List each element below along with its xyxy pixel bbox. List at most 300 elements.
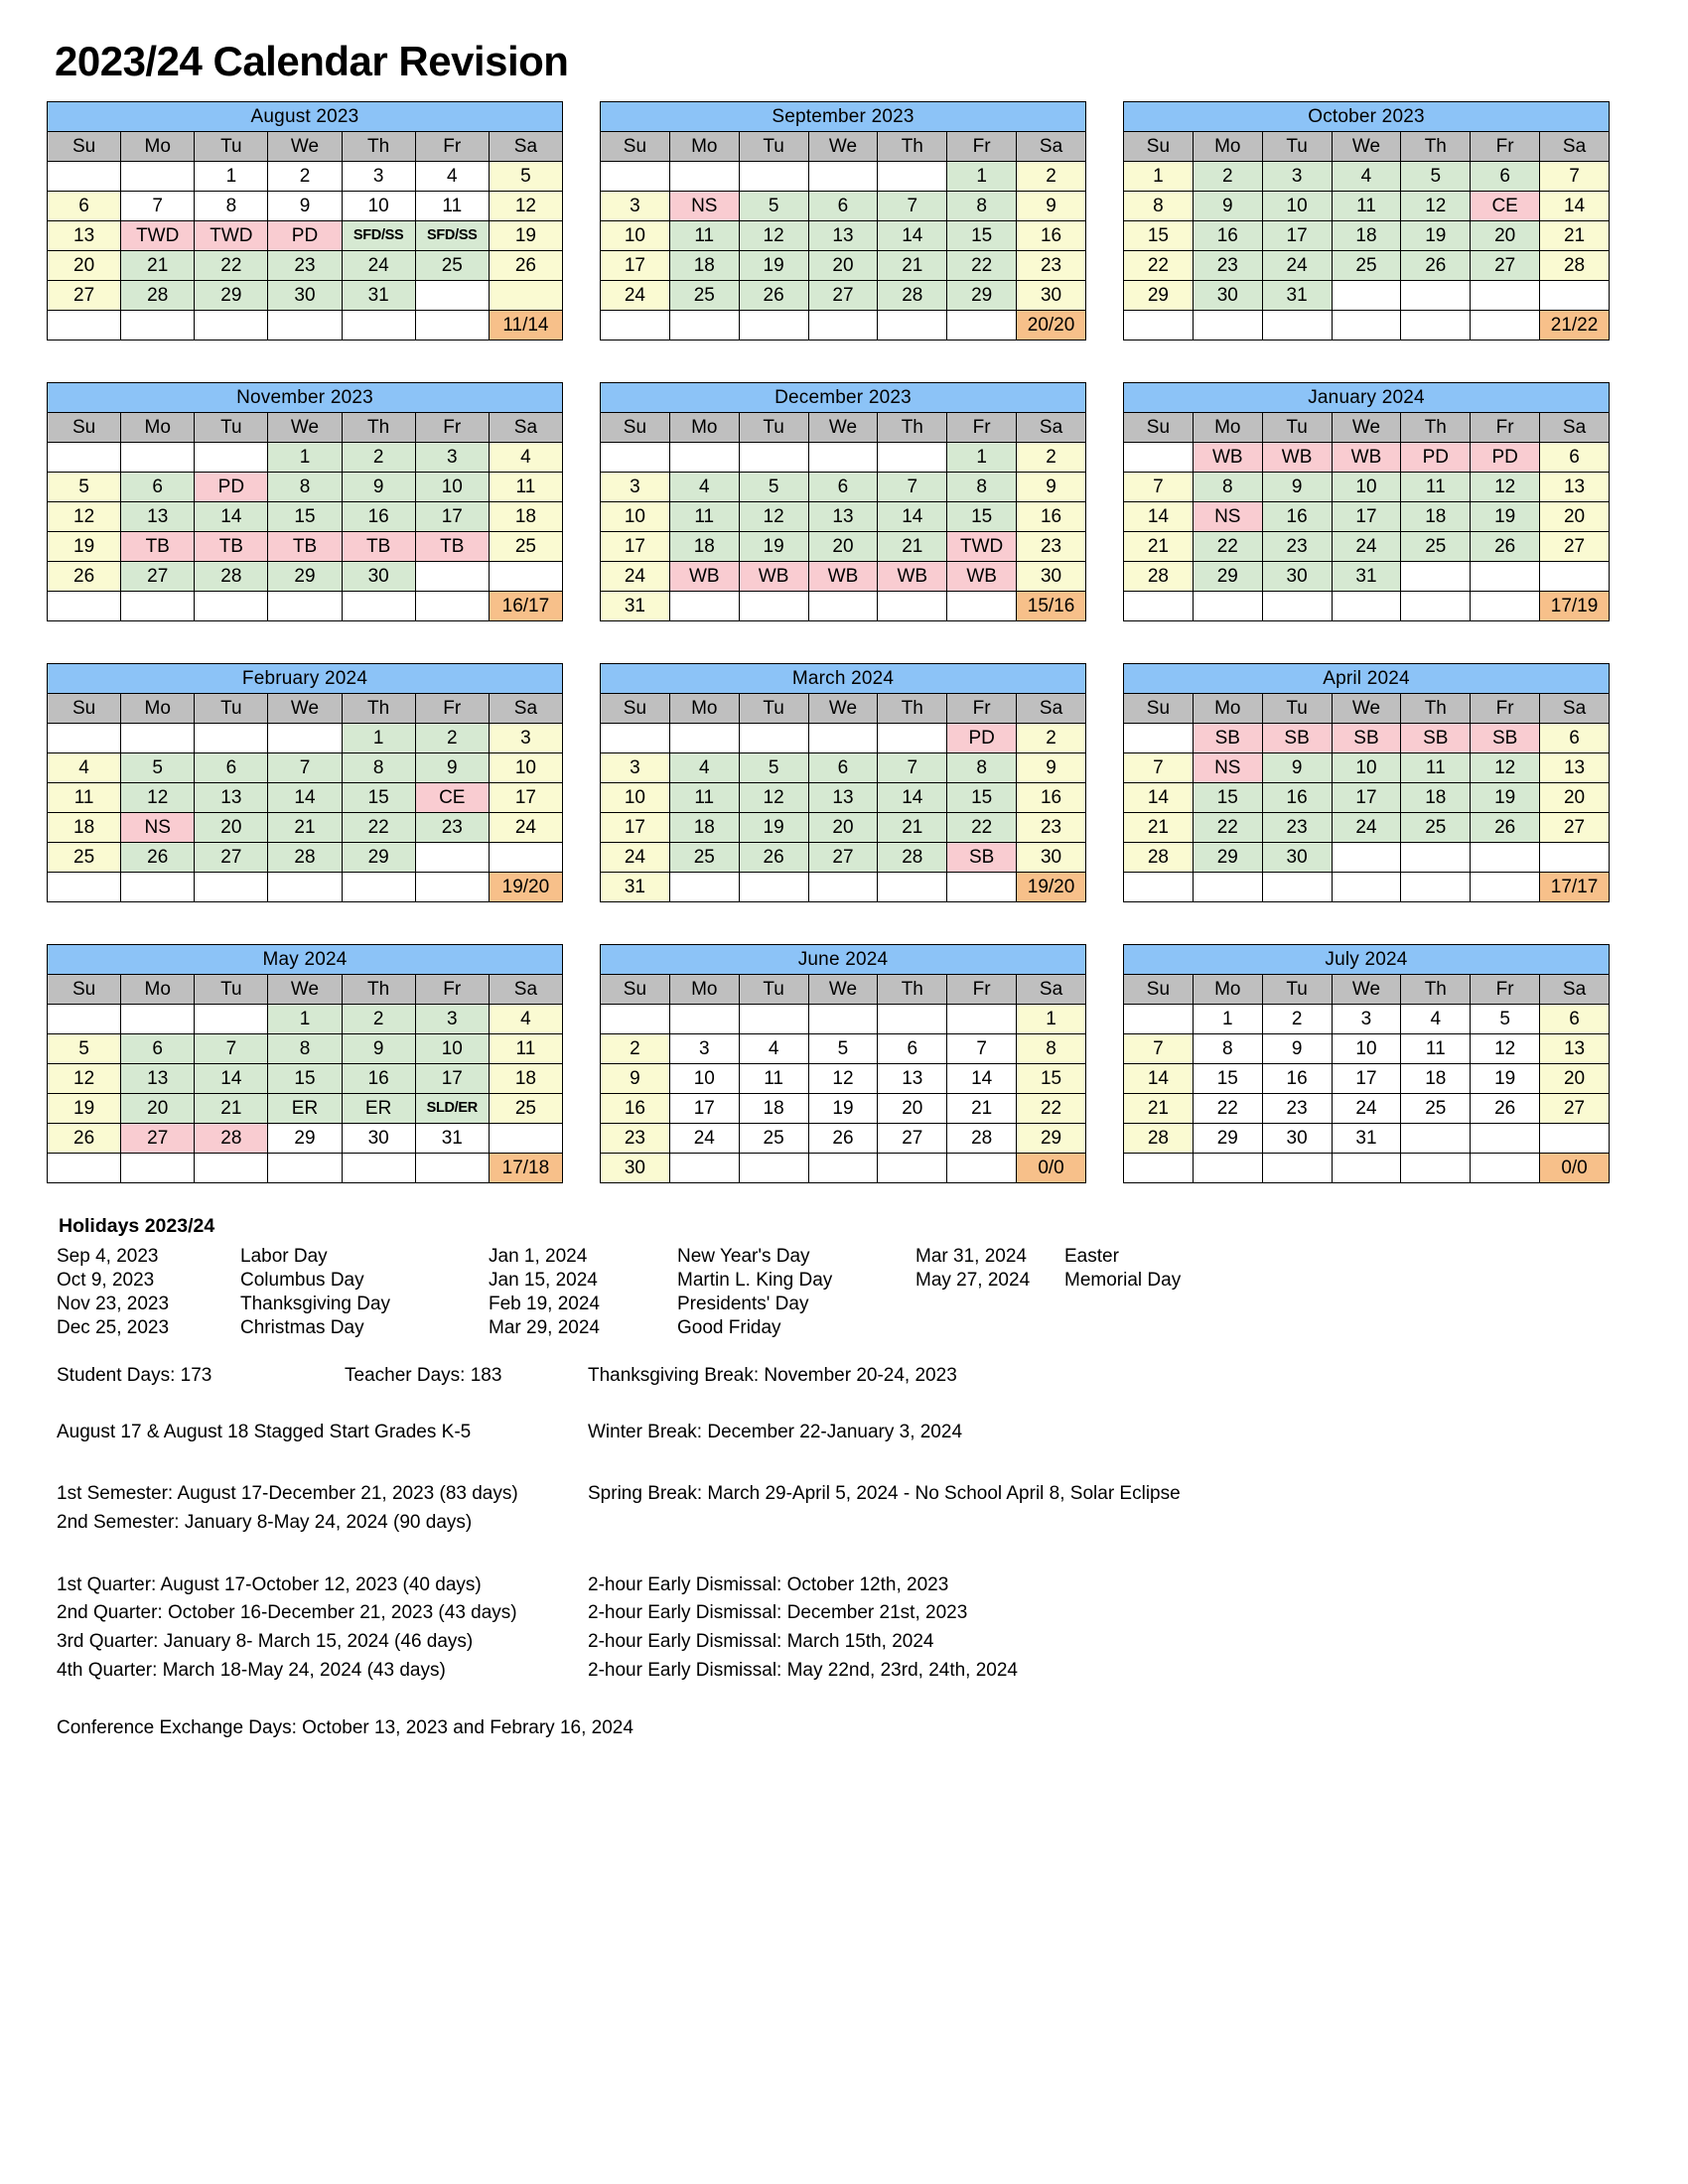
day-cell[interactable]: SB <box>947 843 1017 873</box>
day-cell[interactable]: 24 <box>601 843 670 873</box>
day-cell[interactable]: WB <box>1262 443 1332 473</box>
day-cell[interactable]: 5 <box>739 192 808 221</box>
day-cell[interactable]: 30 <box>1193 281 1262 311</box>
day-cell[interactable]: 10 <box>415 473 489 502</box>
day-cell[interactable]: 23 <box>1017 251 1086 281</box>
day-cell[interactable]: 25 <box>48 843 121 873</box>
day-cell[interactable]: 18 <box>739 1094 808 1124</box>
day-cell[interactable]: 29 <box>1193 562 1262 592</box>
day-cell[interactable]: 27 <box>808 281 878 311</box>
day-cell[interactable]: 29 <box>1124 281 1194 311</box>
day-cell[interactable]: PD <box>1401 443 1471 473</box>
day-cell[interactable]: 7 <box>947 1034 1017 1064</box>
day-cell[interactable]: 4 <box>1401 1005 1471 1034</box>
day-cell[interactable]: 9 <box>342 1034 415 1064</box>
day-cell[interactable]: 28 <box>1124 1124 1194 1154</box>
day-cell[interactable]: 22 <box>947 251 1017 281</box>
day-cell[interactable]: 21 <box>878 251 947 281</box>
day-cell[interactable]: 9 <box>342 473 415 502</box>
day-cell[interactable]: 5 <box>1401 162 1471 192</box>
day-cell[interactable]: SB <box>1262 724 1332 753</box>
day-cell[interactable]: 12 <box>1471 473 1540 502</box>
day-cell[interactable]: 9 <box>1193 192 1262 221</box>
day-cell[interactable]: 31 <box>1332 562 1401 592</box>
day-cell[interactable]: 21 <box>947 1094 1017 1124</box>
day-cell[interactable]: 23 <box>601 1124 670 1154</box>
day-cell[interactable]: 16 <box>342 502 415 532</box>
day-cell[interactable]: 3 <box>415 1005 489 1034</box>
day-cell[interactable]: 13 <box>808 502 878 532</box>
day-cell[interactable]: 9 <box>1017 753 1086 783</box>
day-cell[interactable]: 3 <box>1332 1005 1401 1034</box>
day-cell[interactable]: 23 <box>1262 532 1332 562</box>
day-cell[interactable]: 28 <box>1540 251 1610 281</box>
day-cell[interactable]: 26 <box>1471 813 1540 843</box>
day-cell[interactable]: 2 <box>342 1005 415 1034</box>
day-cell[interactable]: 13 <box>1540 753 1610 783</box>
day-cell[interactable]: 11 <box>739 1064 808 1094</box>
day-cell[interactable]: 17 <box>601 813 670 843</box>
day-cell[interactable]: 3 <box>1262 162 1332 192</box>
day-cell[interactable]: 5 <box>121 753 195 783</box>
day-cell[interactable]: 26 <box>1471 532 1540 562</box>
day-cell[interactable]: 10 <box>1332 473 1401 502</box>
day-cell[interactable]: 8 <box>1017 1034 1086 1064</box>
month-total-badge[interactable]: 0/0 <box>1017 1154 1086 1183</box>
day-cell[interactable]: 13 <box>1540 1034 1610 1064</box>
day-cell[interactable]: 6 <box>1540 443 1610 473</box>
day-cell[interactable]: 27 <box>878 1124 947 1154</box>
day-cell[interactable]: NS <box>669 192 739 221</box>
day-cell[interactable]: 29 <box>195 281 268 311</box>
day-cell[interactable]: 5 <box>489 162 562 192</box>
day-cell[interactable]: 17 <box>1332 502 1401 532</box>
day-cell[interactable]: 2 <box>1262 1005 1332 1034</box>
day-cell[interactable]: 8 <box>1193 473 1262 502</box>
day-cell[interactable]: WB <box>808 562 878 592</box>
day-cell[interactable]: 3 <box>669 1034 739 1064</box>
day-cell[interactable]: 23 <box>1193 251 1262 281</box>
day-cell[interactable]: 19 <box>808 1094 878 1124</box>
day-cell[interactable]: 17 <box>1262 221 1332 251</box>
day-cell[interactable]: 27 <box>808 843 878 873</box>
day-cell[interactable]: 14 <box>878 502 947 532</box>
month-total-badge[interactable]: 19/20 <box>1017 873 1086 902</box>
day-cell[interactable]: 9 <box>415 753 489 783</box>
day-cell[interactable]: WB <box>878 562 947 592</box>
day-cell[interactable]: 7 <box>878 473 947 502</box>
day-cell[interactable]: 14 <box>268 783 342 813</box>
day-cell[interactable]: 27 <box>195 843 268 873</box>
day-cell[interactable]: PD <box>1471 443 1540 473</box>
day-cell[interactable]: 27 <box>121 1124 195 1154</box>
day-cell[interactable]: SB <box>1193 724 1262 753</box>
day-cell[interactable]: 12 <box>1471 1034 1540 1064</box>
day-cell[interactable]: 1 <box>1193 1005 1262 1034</box>
day-cell[interactable]: 6 <box>48 192 121 221</box>
day-cell[interactable]: 12 <box>121 783 195 813</box>
day-cell[interactable]: 15 <box>268 1064 342 1094</box>
day-cell[interactable]: 1 <box>947 443 1017 473</box>
day-cell[interactable]: TWD <box>195 221 268 251</box>
day-cell[interactable]: 5 <box>739 753 808 783</box>
day-cell[interactable]: 24 <box>342 251 415 281</box>
day-cell[interactable]: 19 <box>489 221 562 251</box>
day-cell[interactable]: 31 <box>601 873 670 902</box>
day-cell[interactable]: 8 <box>342 753 415 783</box>
day-cell[interactable]: 25 <box>415 251 489 281</box>
day-cell[interactable]: 14 <box>947 1064 1017 1094</box>
day-cell[interactable]: 7 <box>121 192 195 221</box>
day-cell[interactable]: NS <box>121 813 195 843</box>
day-cell[interactable]: 16 <box>1017 221 1086 251</box>
day-cell[interactable]: 26 <box>808 1124 878 1154</box>
day-cell[interactable]: 14 <box>1540 192 1610 221</box>
day-cell[interactable]: 26 <box>1401 251 1471 281</box>
day-cell[interactable]: 14 <box>195 1064 268 1094</box>
day-cell[interactable]: 13 <box>1540 473 1610 502</box>
day-cell[interactable]: 30 <box>1017 843 1086 873</box>
day-cell[interactable]: 30 <box>268 281 342 311</box>
day-cell[interactable]: 17 <box>1332 1064 1401 1094</box>
day-cell[interactable]: 22 <box>1193 813 1262 843</box>
day-cell[interactable]: 23 <box>415 813 489 843</box>
day-cell[interactable]: 21 <box>121 251 195 281</box>
day-cell[interactable]: 16 <box>1262 783 1332 813</box>
day-cell[interactable]: 28 <box>195 1124 268 1154</box>
day-cell[interactable]: SB <box>1401 724 1471 753</box>
day-cell[interactable]: 10 <box>342 192 415 221</box>
day-cell[interactable]: 7 <box>1540 162 1610 192</box>
day-cell[interactable]: 12 <box>48 502 121 532</box>
day-cell[interactable]: 3 <box>489 724 562 753</box>
day-cell[interactable]: 1 <box>195 162 268 192</box>
day-cell[interactable]: 11 <box>669 502 739 532</box>
day-cell[interactable]: 22 <box>342 813 415 843</box>
day-cell[interactable]: 13 <box>808 221 878 251</box>
month-total-badge[interactable]: 17/17 <box>1540 873 1610 902</box>
day-cell[interactable]: 30 <box>1262 1124 1332 1154</box>
day-cell[interactable]: SFD/SS <box>415 221 489 251</box>
day-cell[interactable]: 28 <box>878 843 947 873</box>
day-cell[interactable]: 20 <box>121 1094 195 1124</box>
day-cell[interactable]: 18 <box>489 1064 562 1094</box>
day-cell[interactable]: 30 <box>601 1154 670 1183</box>
day-cell[interactable]: 13 <box>48 221 121 251</box>
day-cell[interactable]: 7 <box>268 753 342 783</box>
day-cell[interactable]: 24 <box>489 813 562 843</box>
day-cell[interactable]: TB <box>415 532 489 562</box>
day-cell[interactable]: 11 <box>1401 473 1471 502</box>
month-total-badge[interactable]: 17/18 <box>489 1154 562 1183</box>
day-cell[interactable]: 4 <box>669 473 739 502</box>
day-cell[interactable]: 16 <box>342 1064 415 1094</box>
day-cell[interactable]: 3 <box>415 443 489 473</box>
day-cell[interactable]: 15 <box>1124 221 1194 251</box>
day-cell[interactable]: 2 <box>1017 443 1086 473</box>
day-cell[interactable]: 14 <box>878 221 947 251</box>
day-cell[interactable]: SB <box>1471 724 1540 753</box>
day-cell[interactable]: 25 <box>739 1124 808 1154</box>
day-cell[interactable]: WB <box>1332 443 1401 473</box>
day-cell[interactable]: 2 <box>342 443 415 473</box>
day-cell[interactable]: 21 <box>1124 813 1194 843</box>
day-cell[interactable]: 14 <box>195 502 268 532</box>
day-cell[interactable]: 2 <box>268 162 342 192</box>
day-cell[interactable]: 2 <box>415 724 489 753</box>
day-cell[interactable]: 16 <box>601 1094 670 1124</box>
day-cell[interactable]: 6 <box>121 473 195 502</box>
day-cell[interactable]: 4 <box>669 753 739 783</box>
day-cell[interactable]: 15 <box>1017 1064 1086 1094</box>
day-cell[interactable]: 11 <box>489 1034 562 1064</box>
day-cell[interactable]: 6 <box>1471 162 1540 192</box>
day-cell[interactable]: WB <box>1193 443 1262 473</box>
day-cell[interactable]: 12 <box>739 783 808 813</box>
day-cell[interactable]: 12 <box>739 221 808 251</box>
day-cell[interactable]: 18 <box>669 532 739 562</box>
day-cell[interactable]: 11 <box>48 783 121 813</box>
day-cell[interactable]: 30 <box>342 562 415 592</box>
day-cell[interactable]: NS <box>1193 502 1262 532</box>
day-cell[interactable]: NS <box>1193 753 1262 783</box>
day-cell[interactable]: 12 <box>489 192 562 221</box>
day-cell[interactable]: 18 <box>669 251 739 281</box>
month-total-badge[interactable]: 0/0 <box>1540 1154 1610 1183</box>
day-cell[interactable]: 17 <box>1332 783 1401 813</box>
day-cell[interactable]: 29 <box>1193 1124 1262 1154</box>
day-cell[interactable]: 7 <box>1124 753 1194 783</box>
day-cell[interactable]: 10 <box>601 502 670 532</box>
day-cell[interactable]: 3 <box>601 473 670 502</box>
day-cell[interactable]: 11 <box>1401 753 1471 783</box>
day-cell[interactable]: 18 <box>48 813 121 843</box>
day-cell[interactable]: 18 <box>1401 1064 1471 1094</box>
day-cell[interactable]: 8 <box>947 192 1017 221</box>
day-cell[interactable]: 18 <box>1401 783 1471 813</box>
day-cell[interactable]: 6 <box>195 753 268 783</box>
day-cell[interactable]: 18 <box>669 813 739 843</box>
day-cell[interactable]: TB <box>342 532 415 562</box>
day-cell[interactable]: 20 <box>808 813 878 843</box>
day-cell[interactable]: 30 <box>342 1124 415 1154</box>
day-cell[interactable]: 19 <box>48 1094 121 1124</box>
day-cell[interactable]: 6 <box>808 473 878 502</box>
day-cell[interactable]: 20 <box>1540 502 1610 532</box>
day-cell[interactable]: 16 <box>1262 1064 1332 1094</box>
day-cell[interactable]: 30 <box>1017 281 1086 311</box>
day-cell[interactable]: 21 <box>1124 532 1194 562</box>
day-cell[interactable]: 5 <box>48 473 121 502</box>
day-cell[interactable]: 31 <box>601 592 670 621</box>
day-cell[interactable]: 27 <box>1540 813 1610 843</box>
day-cell[interactable]: 13 <box>195 783 268 813</box>
day-cell[interactable]: 28 <box>947 1124 1017 1154</box>
day-cell[interactable]: 6 <box>1540 1005 1610 1034</box>
day-cell[interactable]: 28 <box>268 843 342 873</box>
day-cell[interactable]: 25 <box>669 281 739 311</box>
day-cell[interactable]: 2 <box>1193 162 1262 192</box>
day-cell[interactable]: 22 <box>1193 1094 1262 1124</box>
day-cell[interactable]: 27 <box>121 562 195 592</box>
month-total-badge[interactable]: 19/20 <box>489 873 562 902</box>
day-cell[interactable]: 10 <box>669 1064 739 1094</box>
day-cell[interactable]: 15 <box>1193 783 1262 813</box>
day-cell[interactable]: CE <box>415 783 489 813</box>
day-cell[interactable]: 15 <box>947 221 1017 251</box>
day-cell[interactable]: 15 <box>947 783 1017 813</box>
day-cell[interactable]: 24 <box>601 281 670 311</box>
day-cell[interactable]: 25 <box>1401 813 1471 843</box>
day-cell[interactable]: 11 <box>489 473 562 502</box>
day-cell[interactable]: 24 <box>669 1124 739 1154</box>
day-cell[interactable]: 23 <box>1017 532 1086 562</box>
day-cell[interactable]: 20 <box>1540 783 1610 813</box>
day-cell[interactable]: 16 <box>1017 783 1086 813</box>
month-total-badge[interactable]: 16/17 <box>489 592 562 621</box>
day-cell[interactable]: 6 <box>121 1034 195 1064</box>
day-cell[interactable]: 28 <box>1124 843 1194 873</box>
day-cell[interactable]: 1 <box>947 162 1017 192</box>
day-cell[interactable]: 17 <box>601 251 670 281</box>
day-cell[interactable]: 20 <box>1471 221 1540 251</box>
day-cell[interactable]: 27 <box>48 281 121 311</box>
day-cell[interactable]: PD <box>195 473 268 502</box>
day-cell[interactable]: 21 <box>878 532 947 562</box>
day-cell[interactable]: 28 <box>121 281 195 311</box>
day-cell[interactable]: 9 <box>1262 473 1332 502</box>
day-cell[interactable]: SB <box>1332 724 1401 753</box>
day-cell[interactable]: PD <box>268 221 342 251</box>
day-cell[interactable]: 8 <box>195 192 268 221</box>
day-cell[interactable]: 27 <box>1540 532 1610 562</box>
day-cell[interactable]: 29 <box>947 281 1017 311</box>
day-cell[interactable]: 26 <box>121 843 195 873</box>
day-cell[interactable]: 12 <box>739 502 808 532</box>
day-cell[interactable]: 21 <box>878 813 947 843</box>
day-cell[interactable]: WB <box>739 562 808 592</box>
day-cell[interactable]: 24 <box>1332 1094 1401 1124</box>
day-cell[interactable]: 10 <box>1332 753 1401 783</box>
day-cell[interactable]: 22 <box>1124 251 1194 281</box>
day-cell[interactable]: 19 <box>1401 221 1471 251</box>
day-cell[interactable]: 6 <box>808 192 878 221</box>
day-cell[interactable]: 23 <box>1262 1094 1332 1124</box>
day-cell[interactable]: 31 <box>1332 1124 1401 1154</box>
day-cell[interactable]: 24 <box>601 562 670 592</box>
day-cell[interactable]: 9 <box>268 192 342 221</box>
day-cell[interactable]: 22 <box>195 251 268 281</box>
day-cell[interactable]: 25 <box>1332 251 1401 281</box>
day-cell[interactable]: 13 <box>121 502 195 532</box>
day-cell[interactable]: CE <box>1471 192 1540 221</box>
day-cell[interactable]: 1 <box>342 724 415 753</box>
day-cell[interactable]: 4 <box>489 1005 562 1034</box>
day-cell[interactable]: 6 <box>1540 724 1610 753</box>
day-cell[interactable]: 25 <box>1401 532 1471 562</box>
day-cell[interactable]: 4 <box>1332 162 1401 192</box>
day-cell[interactable]: 19 <box>48 532 121 562</box>
day-cell[interactable]: 8 <box>1193 1034 1262 1064</box>
day-cell[interactable]: 30 <box>1262 562 1332 592</box>
day-cell[interactable]: 9 <box>601 1064 670 1094</box>
day-cell[interactable]: 26 <box>1471 1094 1540 1124</box>
day-cell[interactable]: 26 <box>48 562 121 592</box>
day-cell[interactable]: 17 <box>415 1064 489 1094</box>
day-cell[interactable]: 8 <box>1124 192 1194 221</box>
day-cell[interactable]: 26 <box>739 843 808 873</box>
day-cell[interactable]: 29 <box>268 1124 342 1154</box>
day-cell[interactable]: 24 <box>1262 251 1332 281</box>
day-cell[interactable]: 13 <box>808 783 878 813</box>
day-cell[interactable]: 5 <box>1471 1005 1540 1034</box>
day-cell[interactable]: 23 <box>1262 813 1332 843</box>
day-cell[interactable]: 18 <box>1401 502 1471 532</box>
day-cell[interactable]: 12 <box>1401 192 1471 221</box>
day-cell[interactable]: 21 <box>268 813 342 843</box>
day-cell[interactable]: 8 <box>268 1034 342 1064</box>
day-cell[interactable]: 15 <box>947 502 1017 532</box>
day-cell[interactable]: 5 <box>739 473 808 502</box>
day-cell[interactable]: TB <box>121 532 195 562</box>
day-cell[interactable]: 9 <box>1262 753 1332 783</box>
day-cell[interactable]: 14 <box>1124 1064 1194 1094</box>
day-cell[interactable]: 7 <box>195 1034 268 1064</box>
day-cell[interactable]: 25 <box>489 532 562 562</box>
day-cell[interactable]: TWD <box>947 532 1017 562</box>
day-cell[interactable]: 13 <box>878 1064 947 1094</box>
day-cell[interactable]: 31 <box>342 281 415 311</box>
day-cell[interactable]: 31 <box>1262 281 1332 311</box>
day-cell[interactable]: 5 <box>808 1034 878 1064</box>
day-cell[interactable]: TB <box>268 532 342 562</box>
day-cell[interactable]: 23 <box>268 251 342 281</box>
day-cell[interactable]: 16 <box>1262 502 1332 532</box>
day-cell[interactable]: 25 <box>489 1094 562 1124</box>
day-cell[interactable]: 11 <box>415 192 489 221</box>
day-cell[interactable]: 29 <box>1017 1124 1086 1154</box>
day-cell[interactable]: 20 <box>808 532 878 562</box>
day-cell[interactable]: 4 <box>48 753 121 783</box>
day-cell[interactable]: 10 <box>601 783 670 813</box>
day-cell[interactable]: 21 <box>1540 221 1610 251</box>
day-cell[interactable]: 10 <box>415 1034 489 1064</box>
month-total-badge[interactable]: 21/22 <box>1540 311 1610 341</box>
day-cell[interactable]: SLD/ER <box>415 1094 489 1124</box>
day-cell[interactable]: 24 <box>1332 532 1401 562</box>
day-cell[interactable]: 2 <box>601 1034 670 1064</box>
day-cell[interactable]: 17 <box>489 783 562 813</box>
day-cell[interactable]: 14 <box>1124 502 1194 532</box>
day-cell[interactable]: 5 <box>48 1034 121 1064</box>
day-cell[interactable]: 4 <box>415 162 489 192</box>
day-cell[interactable]: 1 <box>1017 1005 1086 1034</box>
day-cell[interactable]: 28 <box>878 281 947 311</box>
day-cell[interactable]: 20 <box>1540 1064 1610 1094</box>
day-cell[interactable]: 3 <box>601 192 670 221</box>
day-cell[interactable]: 20 <box>878 1094 947 1124</box>
day-cell[interactable]: 11 <box>669 221 739 251</box>
day-cell[interactable]: 8 <box>947 473 1017 502</box>
day-cell[interactable]: 25 <box>669 843 739 873</box>
day-cell[interactable]: 22 <box>947 813 1017 843</box>
day-cell[interactable]: 25 <box>1401 1094 1471 1124</box>
day-cell[interactable]: 29 <box>268 562 342 592</box>
day-cell[interactable]: 31 <box>415 1124 489 1154</box>
day-cell[interactable]: 19 <box>739 251 808 281</box>
day-cell[interactable]: 12 <box>808 1064 878 1094</box>
day-cell[interactable]: 2 <box>1017 724 1086 753</box>
